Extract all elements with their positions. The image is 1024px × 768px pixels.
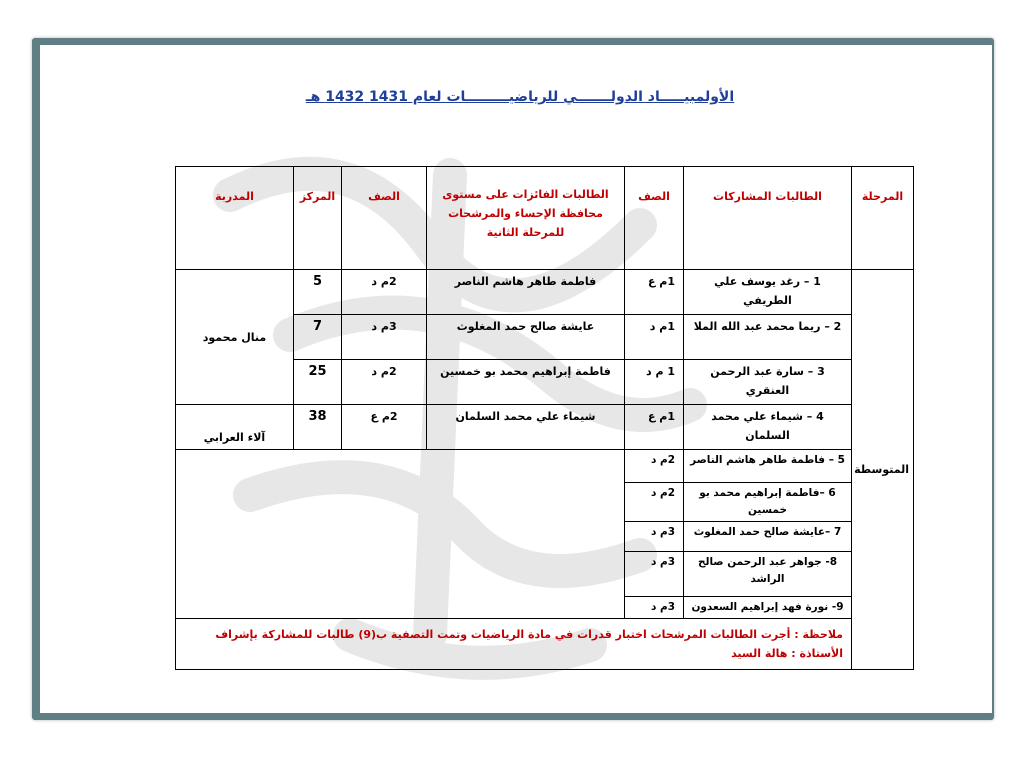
winner-cell: فاطمة طاهر هاشم الناصر bbox=[427, 270, 625, 315]
participant-cell: 9- نورة فهد إبراهيم السعدون bbox=[684, 597, 852, 619]
class-cell: 1م ع bbox=[625, 270, 684, 315]
header-trainer: المدربة bbox=[176, 167, 294, 270]
rank-cell: 25 bbox=[294, 360, 342, 405]
class-cell: 1 م د bbox=[625, 360, 684, 405]
class-cell-2: 2م ع bbox=[342, 405, 427, 450]
class-cell-2: 3م د bbox=[342, 315, 427, 360]
rank-cell: 38 bbox=[294, 405, 342, 450]
header-class: الصف bbox=[625, 167, 684, 270]
empty-block bbox=[176, 450, 625, 619]
participant-cell: 1 – رغد يوسف علي الطريفي bbox=[684, 270, 852, 315]
header-class-2: الصف bbox=[342, 167, 427, 270]
participant-cell: 4 – شيماء علي محمد السلمان bbox=[684, 405, 852, 450]
header-participants: الطالبات المشاركات bbox=[684, 167, 852, 270]
table-row bbox=[176, 450, 914, 483]
results-table bbox=[175, 166, 914, 670]
header-rank: المركز bbox=[294, 167, 342, 270]
note-row bbox=[176, 619, 914, 670]
table-row bbox=[176, 405, 914, 450]
trainer-cell: منال محمود bbox=[176, 270, 294, 405]
class-cell-2: 2م د bbox=[342, 360, 427, 405]
header-winners: الطالبات الفائزات على مستوى محافظة الإحساء والمرشحات للمرحلة الثانية bbox=[427, 167, 625, 270]
class-cell: 1م د bbox=[625, 315, 684, 360]
participant-cell: 7 –عايشة صالح حمد المغلوث bbox=[684, 522, 852, 552]
trainer-cell: آلاء العرابي bbox=[176, 405, 294, 450]
participant-cell: 5 – فاطمة طاهر هاشم الناصر bbox=[684, 450, 852, 483]
winner-cell: فاطمة إبراهيم محمد بو خمسين bbox=[427, 360, 625, 405]
class-cell: 3م د bbox=[625, 597, 684, 619]
slide bbox=[40, 45, 992, 713]
class-cell: 3م د bbox=[625, 522, 684, 552]
class-cell: 2م د bbox=[625, 483, 684, 522]
table-row bbox=[176, 270, 914, 315]
page-title: الأولمبيـــــاد الدولـــــــي للرياضيـــــــــات لعام 1431 1432 هـ bbox=[305, 89, 735, 105]
winner-cell: شيماء علي محمد السلمان bbox=[427, 405, 625, 450]
participant-cell: 2 – ريما محمد عبد الله الملا bbox=[684, 315, 852, 360]
header-row bbox=[176, 167, 914, 270]
class-cell: 1م ع bbox=[625, 405, 684, 450]
class-cell-2: 2م د bbox=[342, 270, 427, 315]
stage-cell: المتوسطة bbox=[852, 270, 914, 670]
class-cell: 3م د bbox=[625, 552, 684, 597]
winner-cell: عايشة صالح حمد المغلوث bbox=[427, 315, 625, 360]
participant-cell: 6 –فاطمة إبراهيم محمد بو خمسين bbox=[684, 483, 852, 522]
note-text: ملاحظة : أجرت الطالبات المرشحات اختبار قدرات في مادة الرياضيات وتمت التصفية ب(9) طالبات للمشاركة بإشراف الأستاذة : هالة السيد bbox=[176, 619, 852, 670]
rank-cell: 7 bbox=[294, 315, 342, 360]
participant-cell: 8- جواهر عبد الرحمن صالح الراشد bbox=[684, 552, 852, 597]
class-cell: 2م د bbox=[625, 450, 684, 483]
header-stage: المرحلة bbox=[852, 167, 914, 270]
rank-cell: 5 bbox=[294, 270, 342, 315]
participant-cell: 3 – سارة عبد الرحمن العنقري bbox=[684, 360, 852, 405]
